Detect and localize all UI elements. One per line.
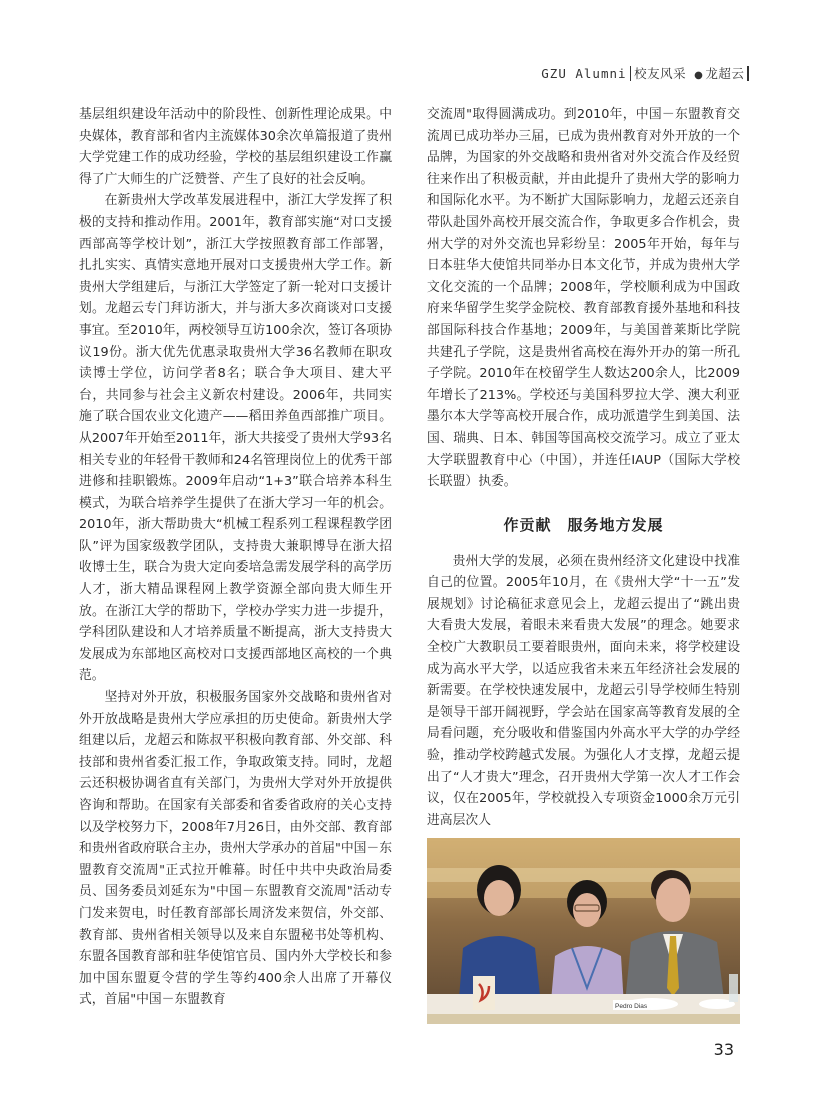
photo-illustration bbox=[427, 838, 740, 1024]
header-divider-end bbox=[747, 66, 749, 81]
paragraph: 在新贵州大学改革发展进程中，浙江大学发挥了积极的支持和推动作用。2001年，教育部实施“对口支援西部高等学校计划”，浙江大学按照教育部工作部署，扎扎实实、真情实意地开展对口支援贵州大学工作。新贵州大学组建后，与浙江大学签定了新一轮对口支援计划。龙超云专门拜访浙大，并与浙大多次商谈对口支援事宜。至2010年，两校领导互访100余次，签订各项协议19份。浙大优先优惠录取贵州大学36名教师在职攻读博士学位，访问学者8名；联合争大项目、建大平台，共同参与社会主义新农村建设。2006年，共同实施了联合国农业文化遗产——稻田养鱼西部推广项目。从2007年开始至2011年，浙大共接受了贵州大学93名相关专业的年轻骨干教师和24名管理岗位上的优秀干部进修和挂职锻炼。2009年启动“1+3”联合培养本科生模式，为联合培养学生提供了在浙大学习一年的机会。2010年，浙大帮助贵大“机械工程系列工程课程教学团队”评为国家级教学团队，支持贵大兼职博导在浙大招收博士生，联合为贵大定向委培急需发展学科的高学历人才，浙大精品课程网上教学资源全部向贵大师生开放。在浙江大学的帮助下，学校办学实力进一步提升，学科团队建设和人才培养质量不断提高，浙大支持贵大发展成为东部地区高校对口支援西部地区高校的一个典范。 bbox=[79, 193, 392, 684]
section-name: 校友风采 bbox=[634, 66, 687, 81]
article-subject: 龙超云 bbox=[705, 66, 745, 81]
page-number: 33 bbox=[713, 1040, 734, 1059]
paragraph: 贵州大学的发展，必须在贵州经济文化建设中找准自己的位置。2005年10月，在《贵州大学“十一五”发展规划》讨论稿征求意见会上，龙超云提出了“跳出贵大看贵大发展，着眼未来看贵大发展”的理念。她要求全校广大教职员工要着眼贵州，面向未来，将学校建设成为高水平大学，以适应我省未来五年经济社会发展的新需要。在学校快速发展中，龙超云引导学校师生特别是领导干部开阔视野，学会站在国家高等教育发展的全局看问题，充分吸收和借鉴国内外高水平大学的办学经验，推动学校跨越式发展。为强化人才支撑，龙超云提出了“人才贵大”理念，召开贵州大学第一次人才工作会议，仅在2005年，学校就投入专项资金1000余万元引进高层次人 bbox=[427, 553, 740, 828]
running-header bbox=[541, 64, 752, 82]
right-text-column bbox=[427, 104, 740, 831]
paragraph: 坚持对外开放，积极服务国家外交战略和贵州省对外开放战略是贵州大学应承担的历史使命。新贵州大学组建以后，龙超云和陈叔平积极向教育部、外交部、科技部和贵州省委汇报工作，争取政策支持。同时，龙超云还积极协调省直有关部门，为贵州大学对外开放提供咨询和帮助。在国家有关部委和省委省政府的关心支持以及学校努力下，2008年7月26日，由外交部、教育部和贵州省政府联合主办，贵州大学承办的首届"中国－东盟教育交流周"正式拉开帷幕。时任中共中央政治局委员、国务委员刘延东为"中国－东盟教育交流周"活动专门发来贺电，时任教育部部长周济发来贺信，外交部、教育部、贵州省相关领导以及来自东盟秘书处等机构、东盟各国教育部和驻华使馆官员、国内外大学校长和参加中国东盟夏令营的学生等约400余人出席了开幕仪式，首届"中国－东盟教育 bbox=[79, 690, 393, 1008]
section-heading: 作贡献 服务地方发展 bbox=[503, 515, 664, 534]
paragraph: 基层组织建设年活动中的阶段性、创新性理论成果。中央媒体，教育部和省内主流媒体30余次单篇报道了贵州大学党建工作的成功经验，学校的基层组织建设工作赢得了广大师生的广泛赞誉、产生了良好的社会反响。 bbox=[79, 107, 392, 187]
bullet-icon: ● bbox=[694, 70, 704, 81]
name-card-text: Pedro Dias bbox=[615, 1003, 648, 1010]
magazine-brand: GZU Alumni bbox=[541, 66, 627, 81]
event-photo bbox=[427, 838, 740, 1024]
paragraph: 交流周"取得圆满成功。到2010年，中国－东盟教育交流周已成功举办三届，已成为贵州教育对外开放的一个品牌，为国家的外交战略和贵州省对外交流合作及经贸往来作出了积极贡献，并由此提升了贵州大学的影响力和国际化水平。为不断扩大国际影响力，龙超云还亲自带队赴国外高校开展交流合作，争取更多合作机会，贵州大学的对外交流也异彩纷呈：2005年开始，每年与日本驻华大使馆共同举办日本文化节，并成为贵州大学文化交流的一个品牌；2008年，学校顺利成为中国政府来华留学生奖学金院校、教育部教育援外基地和科技部国际科技合作基地；2009年，与美国普莱斯比学院共建孔子学院，这是贵州省高校在海外开办的第一所孔子学院。2010年在校留学生人数达200余人，比2009年增长了213%。学校还与美国科罗拉大学、澳大利亚墨尔本大学等高校开展合作，成功派遣学生到美国、法国、瑞典、日本、韩国等国高校交流学习。成立了亚太大学联盟教育中心（中国），并连任IAUP（国际大学校长联盟）执委。 bbox=[427, 107, 740, 490]
left-text-column bbox=[79, 104, 392, 1011]
header-divider bbox=[630, 66, 632, 81]
